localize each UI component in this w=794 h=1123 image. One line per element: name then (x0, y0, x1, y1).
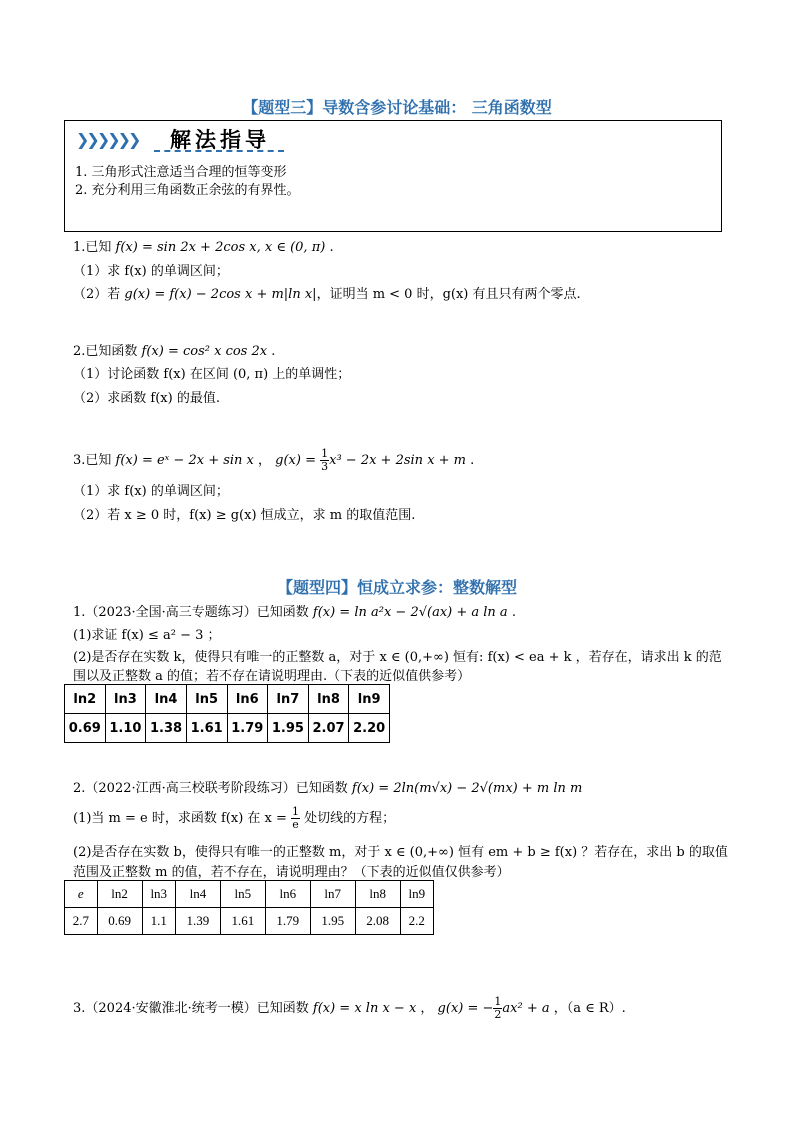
table-cell: ln7 (268, 685, 309, 714)
table-cell: ln3 (105, 685, 146, 714)
problem-intro: 3.（2024·安徽淮北·统考一模）已知函数 f(x) = x ln x − x ， g(x) = − $\frac{1}{2}$ ax² + a ，（a ∈ R）. (73, 995, 626, 1021)
table-cell: 2.20 (349, 714, 390, 743)
table-cell: 2.08 (355, 908, 400, 935)
table-cell: ln5 (186, 685, 227, 714)
table-cell: 1.61 (186, 714, 227, 743)
guide-underline (154, 150, 284, 152)
table-header-row (65, 881, 434, 908)
table-cell: 1.39 (175, 908, 220, 935)
question-2: （2）若 x ≥ 0 时，f(x) ≥ g(x) 恒成立，求 m 的取值范围. (73, 508, 416, 523)
question-2: （2）若 g(x) = f(x) − 2cos x + m|ln x|，证明当 m < 0 时，g(x) 有且只有两个零点. (73, 287, 581, 302)
table-cell: 1.95 (310, 908, 355, 935)
question-2: （2）求函数 f(x) 的最值. (73, 391, 220, 406)
table-cell: ln2 (65, 685, 106, 714)
problem-intro: 2.已知函数 f(x) = cos² x cos 2x . (73, 344, 276, 359)
table-cell: 1.95 (268, 714, 309, 743)
question-1: （1）求 f(x) 的单调区间； (73, 264, 229, 279)
table-cell: ln3 (142, 881, 175, 908)
table-cell: ln6 (227, 685, 268, 714)
problem-intro: 1.已知 f(x) = sin 2x + 2cos x, x ∈ (0, π) . (73, 240, 334, 255)
question-2-line-2: 围以及正整数 a 的值；若不存在请说明理由.（下表的近似值供参考） (73, 669, 471, 684)
question-1: （1）讨论函数 f(x) 在区间 (0, π) 上的单调性； (73, 367, 351, 382)
table-cell: ln6 (265, 881, 310, 908)
table-cell: 1.79 (227, 714, 268, 743)
question-1: (1)当 m = e 时，求函数 f(x) 在 x = $\frac{1}{e}$ 处切线的方程； (73, 805, 396, 831)
table-cell: 0.69 (97, 908, 142, 935)
table-cell: e (65, 881, 98, 908)
table-cell: 1.61 (220, 908, 265, 935)
section-title-4: 【题型四】恒成立求参：整数解型 (276, 578, 517, 597)
question-2-line-2: 范围及正整数 m 的值，若不存在，请说明理由？（下表的近似值仅供参考） (73, 865, 510, 880)
table-cell: ln2 (97, 881, 142, 908)
table-cell: ln8 (355, 881, 400, 908)
problem-intro: 2.（2022·江西·高三校联考阶段练习）已知函数 f(x) = 2ln(m√x) − 2√(mx) + m ln m (73, 781, 583, 796)
table-cell: 1.38 (146, 714, 187, 743)
table-cell: 1.10 (105, 714, 146, 743)
table-cell: ln7 (310, 881, 355, 908)
table-header-row (65, 685, 390, 714)
table-cell: 1.79 (265, 908, 310, 935)
guide-line-2: 2. 充分利用三角函数正余弦的有界性。 (75, 183, 300, 198)
table-row (65, 908, 434, 935)
section-title-3: 【题型三】导数含参讨论基础： 三角函数型 (242, 98, 552, 117)
table-cell: ln8 (308, 685, 349, 714)
guide-title: 解法指导 (170, 128, 270, 152)
problem-intro: 3.已知 f(x) = eˣ − 2x + sin x ， g(x) = $\frac{1}{3}$ x³ − 2x + 2sin x + m . (73, 447, 475, 473)
table-cell: ln9 (400, 881, 433, 908)
question-2-line-1: (2)是否存在实数 b，使得只有唯一的正整数 m，对于 x ∈ (0,+∞) 恒有 em + b ≥ f(x) ？若存在，求出 b 的取值 (73, 845, 728, 860)
fraction: $\frac{1}{3}$ (321, 447, 329, 473)
table-cell: 2.07 (308, 714, 349, 743)
table-cell: ln5 (220, 881, 265, 908)
fraction: $\frac{1}{e}$ (292, 805, 300, 831)
table-cell: ln4 (175, 881, 220, 908)
fraction: $\frac{1}{2}$ (494, 995, 502, 1021)
approx-values-table (64, 684, 390, 743)
problem-intro: 1.（2023·全国·高三专题练习）已知函数 f(x) = ln a²x − 2√(ax) + a ln a . (73, 605, 516, 620)
question-1: （1）求 f(x) 的单调区间； (73, 484, 229, 499)
question-2-line-1: (2)是否存在实数 k，使得只有唯一的正整数 a，对于 x ∈ (0,+∞) 恒有: f(x) < ea + k ，若存在，请求出 k 的范 (73, 650, 722, 665)
table-cell: 1.1 (142, 908, 175, 935)
arrow-banner-icon: ❯❯❯❯❯❯ (76, 130, 139, 149)
table-cell: 2.2 (400, 908, 433, 935)
table-cell: ln4 (146, 685, 187, 714)
question-1: (1)求证 f(x) ≤ a² − 3 ； (73, 628, 221, 643)
table-cell: 2.7 (65, 908, 98, 935)
table-cell: ln9 (349, 685, 390, 714)
table-cell: 0.69 (65, 714, 106, 743)
table-row (65, 714, 390, 743)
guide-line-1: 1. 三角形式注意适当合理的恒等变形 (75, 165, 287, 180)
approx-values-table (64, 880, 434, 935)
